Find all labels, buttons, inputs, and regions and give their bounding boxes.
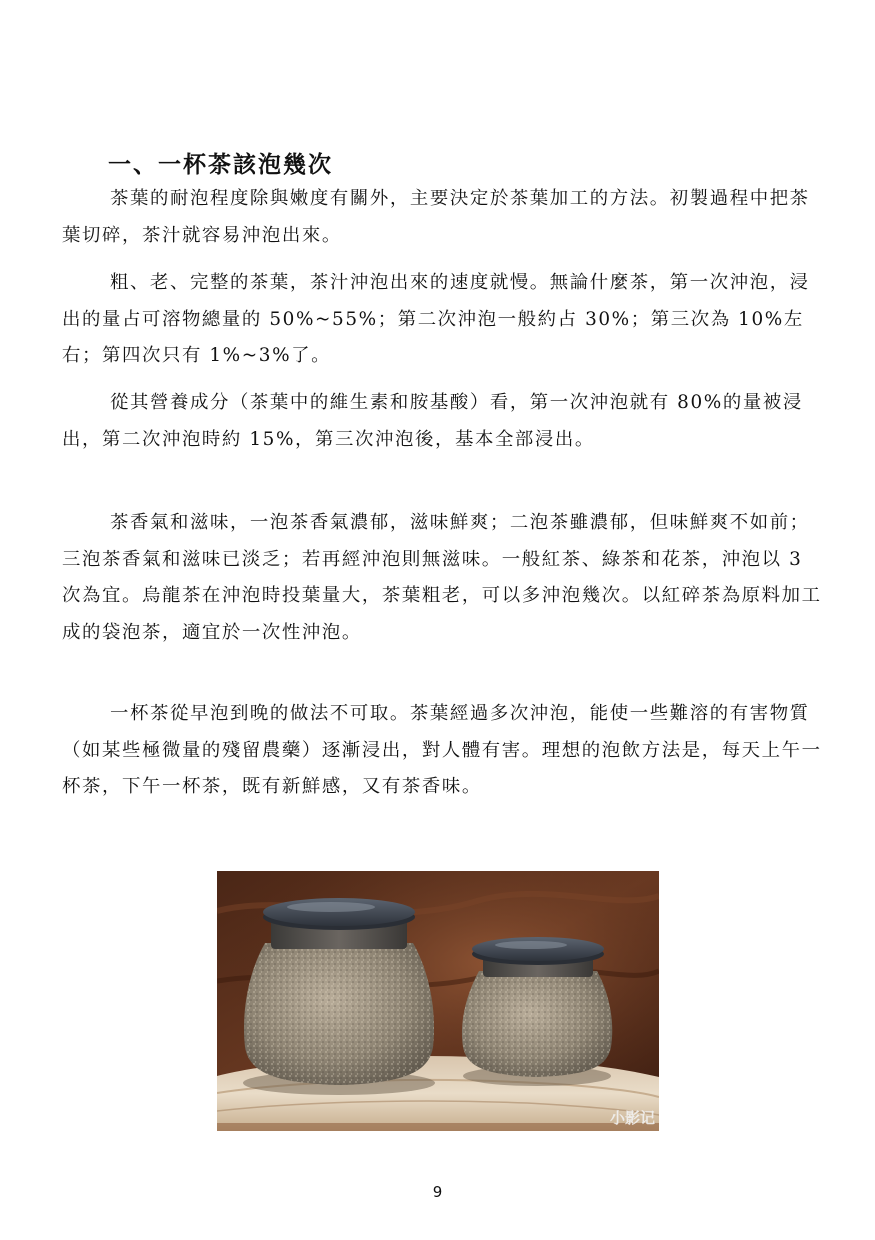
tea-jars-illustration [217, 871, 659, 1131]
paragraph-5: 一杯茶從早泡到晚的做法不可取。茶葉經過多次沖泡，能使一些難溶的有害物質（如某些極微量的殘留農藥）逐漸浸出，對人體有害。理想的泡飲方法是，每天上午一杯茶，下午一杯茶，既有新鮮感，又有茶香味。 [62, 703, 822, 797]
paragraph-1: 茶葉的耐泡程度除與嫩度有關外，主要決定於茶葉加工的方法。初製過程中把茶葉切碎，茶汁就容易沖泡出來。 [62, 188, 810, 246]
photo-watermark: 小影记 [609, 1109, 655, 1127]
paragraph-3: 從其營養成分（茶葉中的維生素和胺基酸）看，第一次沖泡就有 80%的量被浸出，第二次沖泡時約 15%，第三次沖泡後，基本全部浸出。 [62, 392, 803, 450]
section-heading: 一、一杯茶該泡幾次 [108, 151, 333, 178]
tea-jars-photo [217, 871, 659, 1131]
paragraph-2: 粗、老、完整的茶葉，茶汁沖泡出來的速度就慢。無論什麼茶，第一次沖泡，浸出的量占可溶物總量的 50%~55%；第二次沖泡一般約占 30%；第三次為 10%左右；第四次只有 1%~3%了。 [62, 272, 810, 366]
paragraph-4: 茶香氣和滋味，一泡茶香氣濃郁，滋味鮮爽；二泡茶雖濃郁，但味鮮爽不如前；三泡茶香氣和滋味已淡乏；若再經沖泡則無滋味。一般紅茶、綠茶和花茶，沖泡以 3 次為宜。烏龍茶在沖泡時投葉量大，茶葉粗老，可以多沖泡幾次。以紅碎茶為原料加工成的袋泡茶，適宜於一次性沖泡。 [62, 512, 822, 643]
page-number: 9 [432, 1183, 443, 1201]
